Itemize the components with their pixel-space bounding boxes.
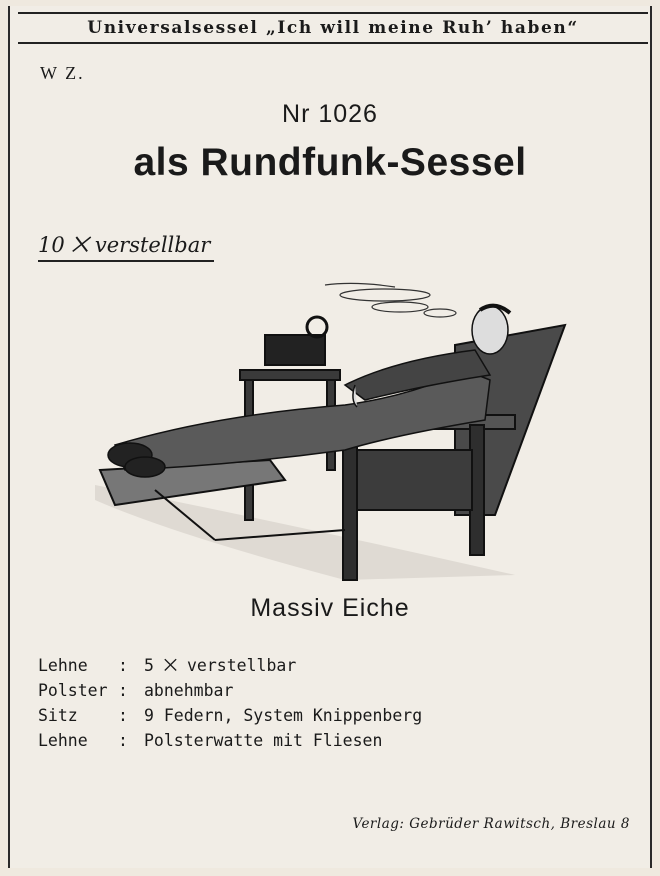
model-number: Nr 1026: [282, 100, 378, 128]
spec-value: abnehmbar: [144, 681, 234, 700]
armchair-illustration: [95, 275, 575, 585]
spec-label: Polster: [38, 681, 108, 700]
spec-label: Sitz: [38, 706, 78, 725]
page-title: als Rundfunk-Sessel: [133, 141, 527, 184]
smoke-icon: [325, 283, 456, 317]
publisher-credit: Verlag: Gebrüder Rawitsch, Breslau 8: [352, 816, 630, 832]
header-title: Universalsessel „Ich will meine Ruh’ haben“: [18, 12, 648, 44]
spec-list: [38, 656, 422, 756]
spec-value: Polsterwatte mit Fliesen: [144, 731, 383, 750]
trademark-mark: W Z.: [40, 63, 85, 83]
spec-label: Lehne: [38, 656, 88, 675]
adjustable-note: 10 ⨉ verstellbar: [38, 233, 214, 262]
spec-value: 5 ⨉ verstellbar: [144, 656, 297, 675]
spec-separator: :: [118, 681, 128, 700]
spec-row: [38, 656, 422, 681]
spec-separator: :: [118, 731, 128, 750]
spec-separator: :: [118, 706, 128, 725]
spec-separator: :: [118, 656, 128, 675]
spec-row: [38, 681, 422, 706]
material-label: Massiv Eiche: [250, 594, 410, 622]
spec-row: [38, 706, 422, 731]
spec-value: 9 Federn, System Knippenberg: [144, 706, 423, 725]
spec-row: [38, 731, 422, 756]
spec-label: Lehne: [38, 731, 88, 750]
